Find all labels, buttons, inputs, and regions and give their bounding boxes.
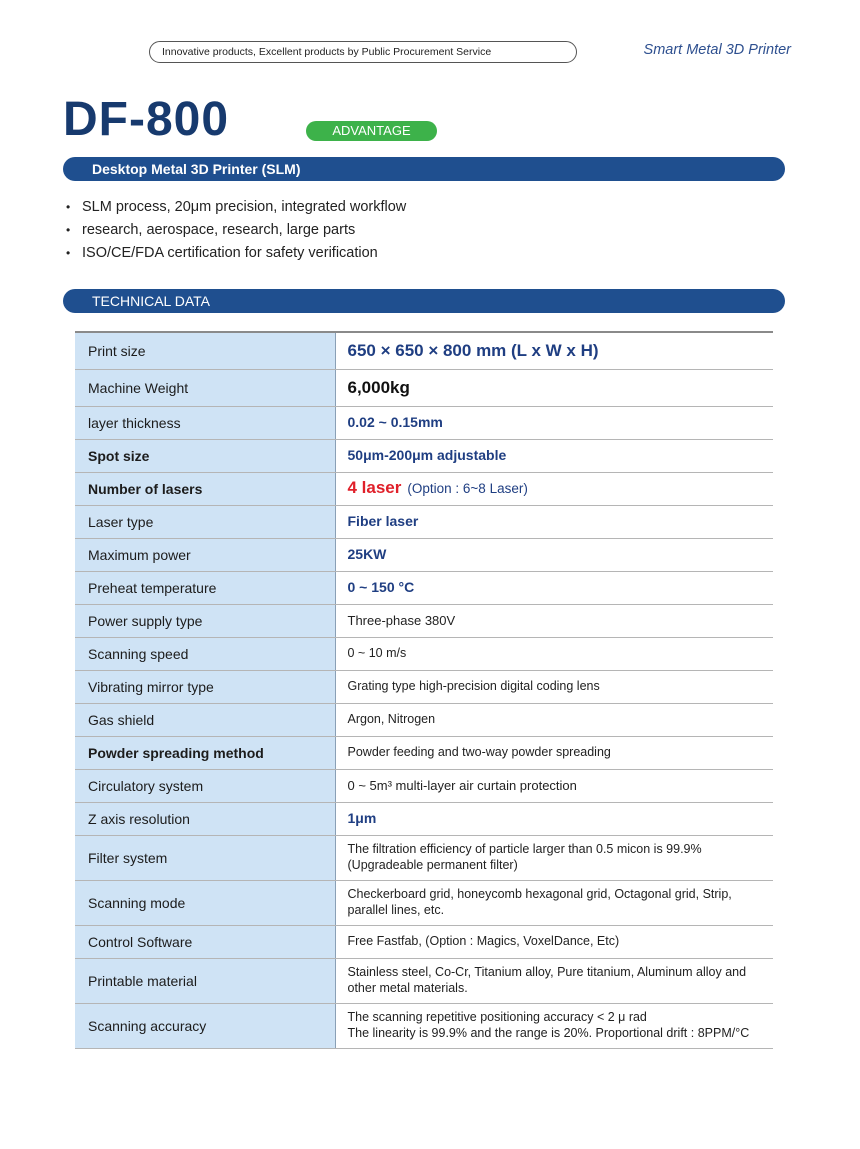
row-label: Vibrating mirror type xyxy=(75,670,335,703)
feature-item: • research, aerospace, research, large parts xyxy=(66,220,406,243)
feature-list xyxy=(66,197,406,266)
row-value-line: Checkerboard grid, honeycomb hexagonal grid, Octagonal grid, Strip, xyxy=(347,887,732,901)
row-value: 1μm xyxy=(335,802,773,835)
feature-item: • SLM process, 20μm precision, integrated workflow xyxy=(66,197,406,220)
row-value: 0 ~ 5m³ multi-layer air curtain protection xyxy=(335,769,773,802)
row-value xyxy=(335,880,773,925)
row-label: Scanning mode xyxy=(75,880,335,925)
table-row xyxy=(75,439,773,472)
subtitle-bar: Desktop Metal 3D Printer (SLM) xyxy=(63,157,785,181)
row-value xyxy=(335,472,773,505)
row-value: 6,000kg xyxy=(335,369,773,406)
row-label: Machine Weight xyxy=(75,369,335,406)
row-value: Powder feeding and two-way powder spreading xyxy=(335,736,773,769)
tagline-pill: Innovative products, Excellent products by Public Procurement Service xyxy=(149,41,577,63)
row-label: Z axis resolution xyxy=(75,802,335,835)
table-row xyxy=(75,880,773,925)
table-row xyxy=(75,472,773,505)
row-label: Power supply type xyxy=(75,604,335,637)
table-row xyxy=(75,802,773,835)
row-label: Gas shield xyxy=(75,703,335,736)
row-value xyxy=(335,835,773,880)
table-row xyxy=(75,958,773,1003)
row-value xyxy=(335,1003,773,1048)
row-label: Maximum power xyxy=(75,538,335,571)
row-label: Control Software xyxy=(75,925,335,958)
technical-data-bar: TECHNICAL DATA xyxy=(63,289,785,313)
table-row xyxy=(75,332,773,369)
row-value-line: The filtration efficiency of particle larger than 0.5 micon is 99.9% xyxy=(347,842,702,856)
row-label: Number of lasers xyxy=(75,472,335,505)
feature-item: • ISO/CE/FDA certification for safety verification xyxy=(66,243,406,266)
row-label: Print size xyxy=(75,332,335,369)
table-row xyxy=(75,538,773,571)
table-row xyxy=(75,571,773,604)
row-label: Scanning speed xyxy=(75,637,335,670)
row-label: Printable material xyxy=(75,958,335,1003)
table-row xyxy=(75,769,773,802)
row-label: Filter system xyxy=(75,835,335,880)
row-value-line: The scanning repetitive positioning accuracy < 2 μ rad xyxy=(347,1010,647,1024)
table-row xyxy=(75,604,773,637)
row-value-line: (Upgradeable permanent filter) xyxy=(347,857,518,872)
laser-count: 4 laser xyxy=(347,477,402,497)
row-value-line: other metal materials. xyxy=(347,980,468,995)
row-value: 0 ~ 150 °C xyxy=(335,571,773,604)
table-row xyxy=(75,835,773,880)
row-value: Three-phase 380V xyxy=(335,604,773,637)
advantage-badge: ADVANTAGE xyxy=(306,121,437,141)
row-value: 0.02 ~ 0.15mm xyxy=(335,406,773,439)
row-label: layer thickness xyxy=(75,406,335,439)
row-label: Powder spreading method xyxy=(75,736,335,769)
series-title: Smart Metal 3D Printer xyxy=(643,42,791,58)
row-value: 0 ~ 10 m/s xyxy=(335,637,773,670)
row-value: 650 × 650 × 800 mm (L x W x H) xyxy=(335,332,773,369)
table-row xyxy=(75,703,773,736)
row-value-line: Stainless steel, Co-Cr, Titanium alloy, Pure titanium, Aluminum alloy and xyxy=(347,965,747,979)
model-title: DF-800 xyxy=(63,93,230,146)
row-value: Argon, Nitrogen xyxy=(335,703,773,736)
row-label: Spot size xyxy=(75,439,335,472)
row-label: Circulatory system xyxy=(75,769,335,802)
row-value xyxy=(335,958,773,1003)
table-row xyxy=(75,505,773,538)
laser-option: (Option : 6~8 Laser) xyxy=(407,480,528,496)
row-label: Scanning accuracy xyxy=(75,1003,335,1048)
table-row xyxy=(75,736,773,769)
table-row xyxy=(75,637,773,670)
row-value: 50μm-200μm adjustable xyxy=(335,439,773,472)
table-row xyxy=(75,369,773,406)
table-row xyxy=(75,406,773,439)
row-label: Preheat temperature xyxy=(75,571,335,604)
technical-data-table xyxy=(75,331,773,1049)
row-value: 25KW xyxy=(335,538,773,571)
row-value: Fiber laser xyxy=(335,505,773,538)
table-row xyxy=(75,925,773,958)
table-row xyxy=(75,670,773,703)
row-label: Laser type xyxy=(75,505,335,538)
row-value-line: parallel lines, etc. xyxy=(347,902,445,917)
table-row xyxy=(75,1003,773,1048)
row-value: Free Fastfab, (Option : Magics, VoxelDance, Etc) xyxy=(335,925,773,958)
row-value-line: The linearity is 99.9% and the range is 20%. Proportional drift : 8PPM/°C xyxy=(347,1025,750,1040)
row-value: Grating type high-precision digital coding lens xyxy=(335,670,773,703)
